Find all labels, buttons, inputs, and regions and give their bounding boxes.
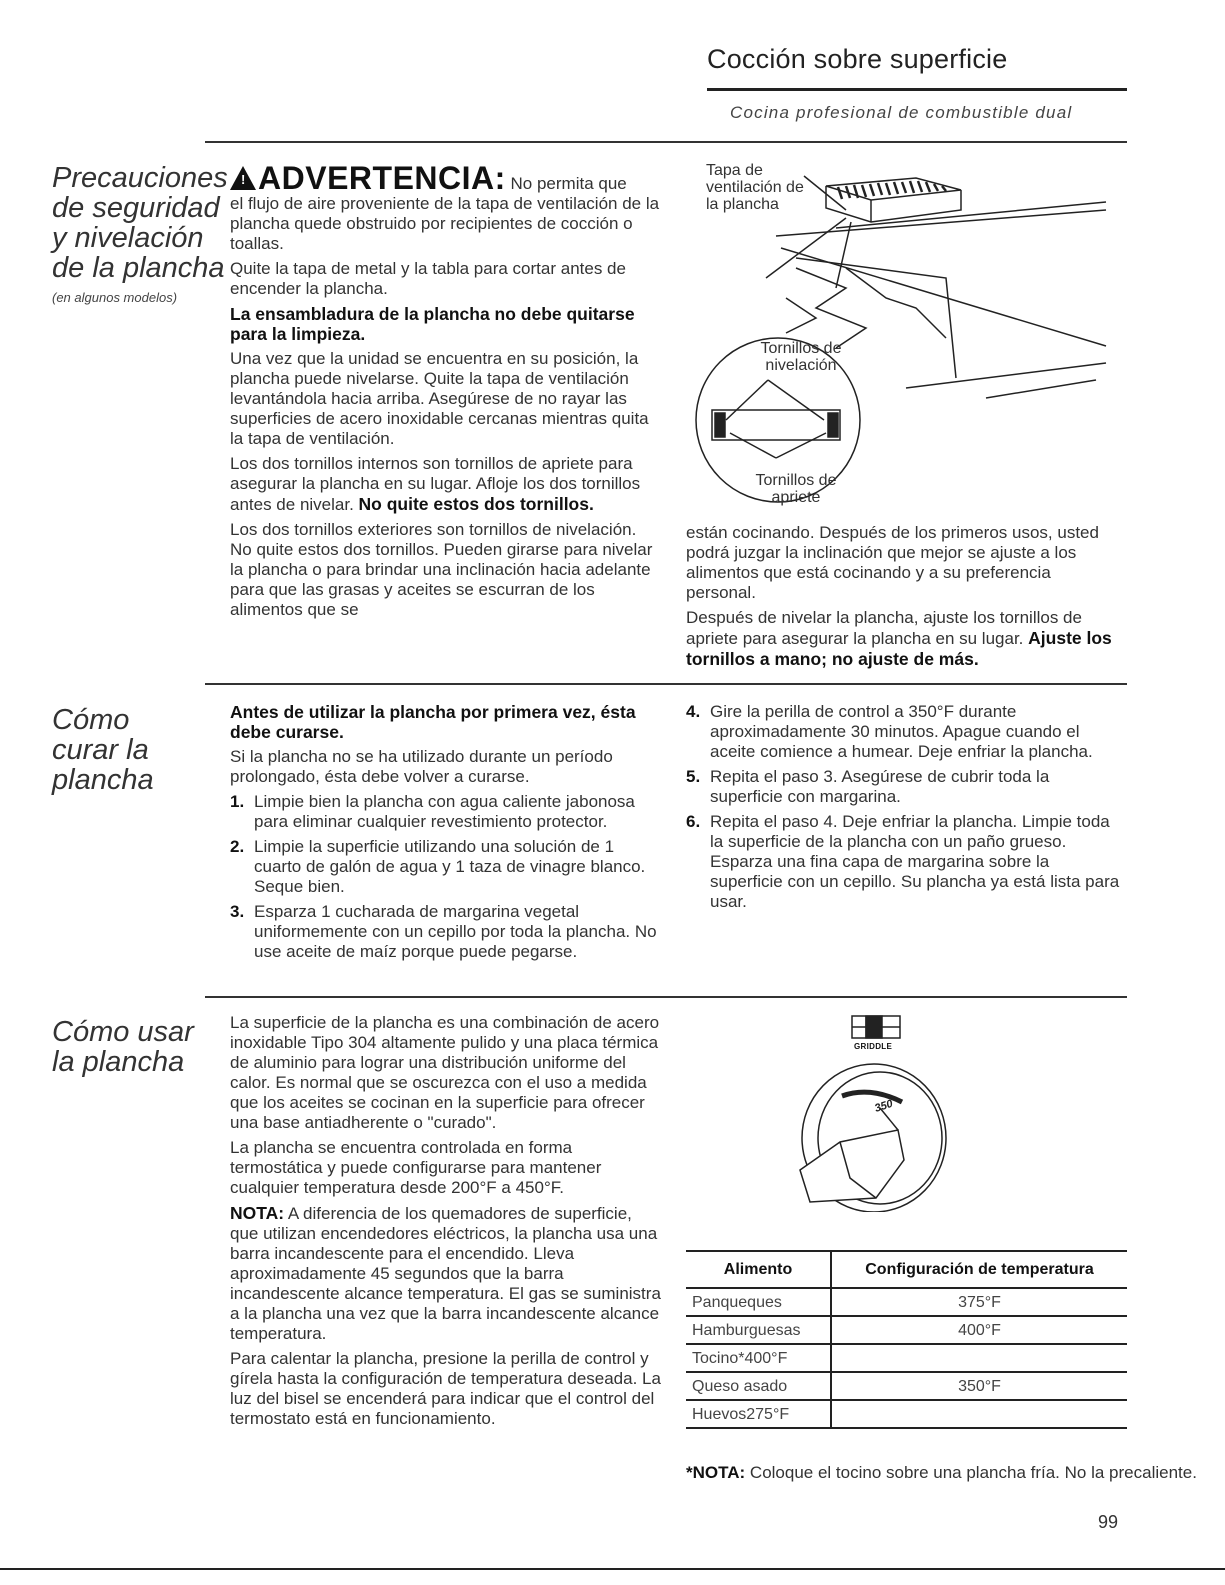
table-row [686,1372,1127,1400]
paragraph-text: Los dos tornillos internos son tornillos de apriete para asegurar la plancha en su lugar. Afloje los dos tornillos antes de nivelar. [230,454,641,514]
bold-inline: Ajuste los tornillos a mano; no ajuste de más. [686,628,1112,669]
step-text: Esparza 1 cucharada de margarina vegetal uniformemente con un cepillo por toda la plancha. No use aceite de maíz porque puede pegarse. [254,902,657,961]
table-cell [831,1400,1127,1428]
griddle-figure [686,158,1126,523]
section1-right-column [686,523,1121,675]
paragraph: Para calentar la plancha, presione la perilla de control y gírela hasta la configuración de temperatura deseada. La luz del bisel se encenderá para indicar que el control del termostato está en funcionamiento. [230,1349,661,1428]
step-number: 3. [230,902,245,921]
section-divider [205,683,1127,685]
warning-triangle-icon [230,166,256,190]
table-row [686,1400,1127,1428]
table-row [686,1316,1127,1344]
step-item [230,792,662,832]
tightening-screws-label: Tornillos de apriete [755,472,837,506]
table-cell: 400°F [831,1316,1127,1344]
note-label: NOTA: [230,1203,285,1223]
warning-heading: ADVERTENCIA: [258,160,506,196]
side-title-line: curar la [52,734,149,766]
step-item [686,702,1122,762]
section-divider [205,996,1127,998]
section2-side-title [52,705,154,795]
griddle-knob-label: GRIDDLE [854,1042,893,1051]
table-row [686,1288,1127,1316]
bold-inline: No quite estos dos tornillos. [358,494,594,514]
warning-lead: No permita que [510,174,627,193]
control-knob-figure [780,1012,960,1212]
paragraph: La plancha se encuentra controlada en forma termostática y puede configurarse para mantener cualquier temperatura desde 200°F a 450°F. [230,1138,602,1197]
table-cell: Huevos275°F [686,1400,831,1428]
paragraph: Quite la tapa de metal y la tabla para cortar antes de encender la plancha. [230,259,626,298]
note-paragraph [230,1203,662,1344]
step-text: Limpie bien la plancha con agua caliente jabonosa para eliminar cualquier revestimiento protector. [254,792,635,831]
side-title-line: Cómo [52,704,130,736]
section-divider-top [205,141,1127,143]
header-rule [707,88,1127,91]
leveling-screws-label: Tornillos de nivelación [760,340,842,374]
section3-side-title [52,1017,194,1077]
step-number: 5. [686,767,701,786]
note-text: A diferencia de los quemadores de superficie, que utilizan encendedores eléctricos, la plancha usa una barra incandescente para el encendido. Lleva aproximadamente 45 segundos que la barra incandescente alcance temperatura. El gas se suministra a la plancha una vez que la barra incandescente alcance temperatura. [230,1204,661,1343]
step-item [686,767,1122,807]
paragraph: Una vez que la unidad se encuentra en su posición, la plancha puede nivelarse. Quite la tapa de ventilación levantándola hacia arriba. Asegúrese de no rayar las superficies de acero inoxidable cercanas mientras quita la tapa de ventilación. [230,349,649,448]
table-cell: Tocino*400°F [686,1344,831,1372]
table-cell: 350°F [831,1372,1127,1400]
section3-left-column [230,1013,662,1434]
side-title-line: Precauciones [52,162,228,194]
step-text: Limpie la superficie utilizando una solución de 1 cuarto de galón de agua y 1 taza de vinagre blanco. Seque bien. [254,837,646,896]
table-row [686,1344,1127,1372]
step-text: Repita el paso 4. Deje enfriar la plancha. Limpie toda la superficie de la plancha con un paño grueso. Esparza una fina capa de margarina sobre la superficie con un cepillo. Su plancha ya está lista para usar. [710,812,1120,911]
paragraph: La superficie de la plancha es una combinación de acero inoxidable Tipo 304 altamente pulido y una placa térmica de aluminio para lograr una distribución uniforme del calor. Es normal que se oscurezca con el uso a medida que los aceites se cocinan en la superficie para ofrecer una base antiadherente o "curado". [230,1013,660,1132]
step-number: 4. [686,702,701,721]
step-item [230,837,662,897]
table-header-cell: Alimento [686,1251,831,1288]
footnote-label: *NOTA: [686,1463,746,1482]
step-text: Gire la perilla de control a 350°F durante aproximadamente 30 minutos. Apague cuando el aceite comience a humear. Deje enfriar la plancha. [710,702,1093,761]
section1-left-column [230,160,662,625]
footnote-text: Coloque el tocino sobre una plancha fría. No la precaliente. [749,1463,1197,1482]
table-header-row [686,1251,1127,1288]
footnote [686,1462,1197,1483]
warning-glyph: ! [241,172,246,187]
side-subtitle: (en algunos modelos) [52,290,178,305]
section1-side-title [52,163,228,307]
knob-value-text: 350 [873,1097,895,1115]
side-title-line: Cómo usar [52,1016,194,1048]
step-item [686,812,1122,912]
paragraph-text: Después de nivelar la plancha, ajuste los tornillos de apriete para asegurar la plancha en su lugar. [686,608,1082,648]
side-title-line: de la plancha [52,252,225,284]
side-title-line: la plancha [52,1046,185,1078]
paragraph: Si la plancha no se ha utilizado durante un período prolongado, ésta debe volver a curarse. [230,747,613,786]
side-title-line: y nivelación [52,222,204,254]
table-header-cell: Configuración de temperatura [831,1251,1127,1288]
page-subtitle: Cocina profesional de combustible dual [730,103,1073,122]
side-title-line: de seguridad [52,192,220,224]
paragraph [230,454,662,515]
table-cell: Panqueques [686,1288,831,1316]
paragraph: están cocinando. Después de los primeros usos, usted podrá juzgar la inclinación que mejor se ajuste a los alimentos que está cocinando y a su preferencia personal. [686,523,1099,602]
section2-right-column [686,702,1122,917]
step-item [230,902,662,962]
step-text: Repita el paso 3. Asegúrese de cubrir toda la superficie con margarina. [710,767,1050,806]
table-cell: Queso asado [686,1372,831,1400]
temperature-table [686,1250,1127,1429]
paragraph [686,608,1121,670]
table-cell: Hamburguesas [686,1316,831,1344]
warning-block [230,160,662,254]
side-title-line: plancha [52,764,154,796]
paragraph: Los dos tornillos exteriores son tornillos de nivelación. No quite estos dos tornillos. Pueden girarse para nivelar la plancha o para brindar una inclinación hacia adelante para que las grasas y aceites se escurran de los alimentos que se [230,520,653,619]
table-cell [831,1344,1127,1372]
page-number: 99 [1098,1512,1119,1532]
bold-statement: Antes de utilizar la plancha por primera vez, ésta debe curarse. [230,702,636,742]
vent-cover-label: Tapa de ventilación de la plancha [706,162,804,213]
table-cell: 375°F [831,1288,1127,1316]
warning-text: el flujo de aire proveniente de la tapa de ventilación de la plancha quede obstruido por recipientes de cocción o toallas. [230,194,660,253]
page-section-title: Cocción sobre superficie [707,44,1008,74]
section2-left-column [230,702,662,967]
step-number: 6. [686,812,701,831]
step-number: 1. [230,792,245,811]
step-number: 2. [230,837,245,856]
footer-rule [0,1568,1225,1570]
bold-statement: La ensambladura de la plancha no debe quitarse para la limpieza. [230,304,635,344]
